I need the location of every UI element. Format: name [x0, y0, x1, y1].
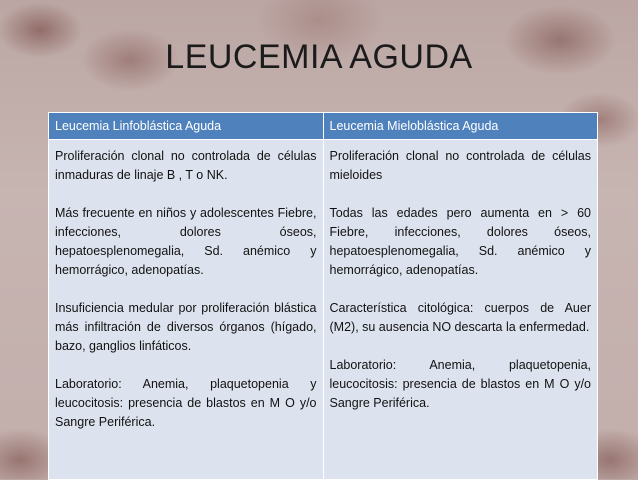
comparison-table	[48, 112, 598, 480]
header-lma: Leucemia Mieloblástica Aguda	[323, 113, 598, 140]
lma-paragraph-clinical: Todas las edades pero aumenta en > 60 Fiebre, infecciones, dolores óseos, hepatoesplenomegalia, Sd. anémico y hemorrágico, adenopatías.	[329, 206, 591, 277]
lla-paragraph-infiltration: Insuficiencia medular por proliferación blástica más infiltración de diversos órganos (hígado, bazo, ganglios linfáticos.	[55, 301, 317, 353]
table-header-row	[49, 113, 598, 140]
lla-paragraph-lab: Laboratorio: Anemia, plaquetopenia y leucocitosis: presencia de blastos en M O y/o Sangre Periférica.	[55, 377, 317, 429]
lma-paragraph-definition: Proliferación clonal no controlada de células mieloides	[329, 149, 591, 182]
lla-paragraph-definition: Proliferación clonal no controlada de células inmaduras de linaje B , T o NK.	[55, 149, 317, 182]
cell-lma	[323, 140, 598, 480]
header-lla: Leucemia Linfoblástica Aguda	[49, 113, 324, 140]
lma-paragraph-lab: Laboratorio: Anemia, plaquetopenia, leucocitosis: presencia de blastos en M O y/o Sangre Periférica.	[329, 358, 591, 410]
table-row	[49, 140, 598, 480]
lla-paragraph-clinical: Más frecuente en niños y adolescentes Fiebre, infecciones, dolores óseos, hepatoesplenomegalia, Sd. anémico y hemorrágico, adenopatías.	[55, 206, 317, 277]
lma-paragraph-cytology: Característica citológica: cuerpos de Auer (M2), su ausencia NO descarta la enfermedad.	[329, 301, 591, 334]
page-title: LEUCEMIA AGUDA	[165, 38, 473, 76]
cell-lla	[49, 140, 324, 480]
